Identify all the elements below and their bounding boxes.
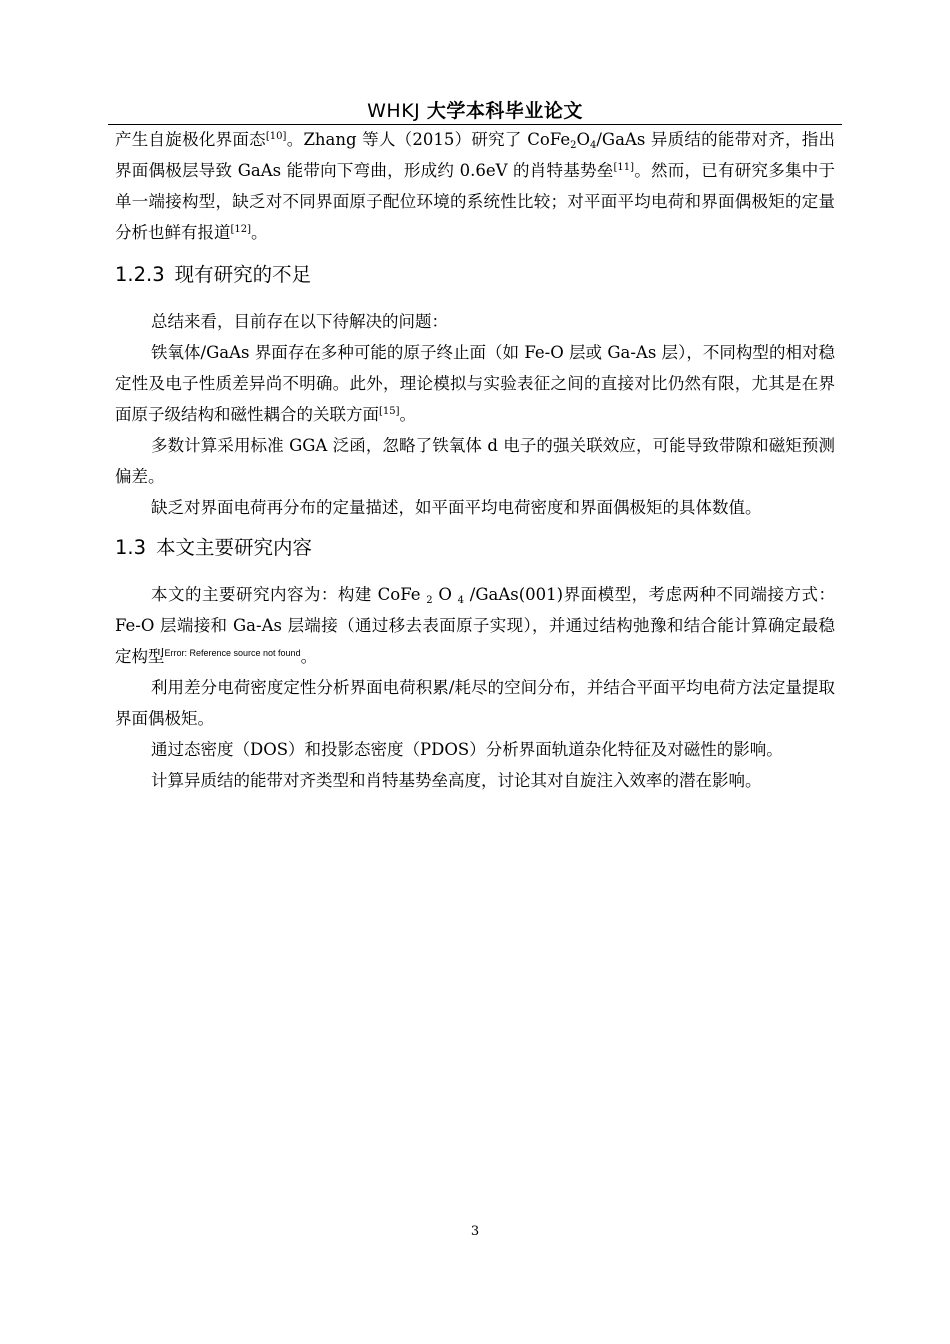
header-title: 大学本科毕业论文 xyxy=(426,100,583,122)
intro-text-2: 。Zhang 等人（2015）研究了 CoFe xyxy=(286,130,571,149)
intro-text-5: 。然而，已有研究多集中于单一端接构型，缺乏对不同界面原子配位环境的系统性比较；对平面平均电荷和界面偶极矩的定量分析也鲜有报道 xyxy=(115,161,836,242)
section-number: 1.2.3 xyxy=(115,263,165,286)
subscript-2: 2 xyxy=(426,595,433,606)
intro-text-3: O xyxy=(576,130,590,149)
paragraph-text: /GaAs(001)界面模型，考虑两种不同端接方式：Fe-O 层端接和 Ga-As 层端接（通过移去表面原子实现），并通过结构弛豫和结合能计算确定最稳定构型 xyxy=(115,585,835,666)
broken-reference: Error: Reference source not found xyxy=(164,648,301,658)
paragraph: 通过态密度（DOS）和投影态密度（PDOS）分析界面轨道杂化特征及对磁性的影响。 xyxy=(151,740,783,759)
section-title: 现有研究的不足 xyxy=(174,263,312,286)
citation-15: [15] xyxy=(379,406,400,417)
intro-text-6: 。 xyxy=(251,223,268,242)
section-heading-1-3 xyxy=(115,533,835,563)
page-number: 3 xyxy=(470,1224,480,1239)
header-prefix: WHKJ xyxy=(367,100,427,122)
paragraph: 多数计算采用标准 GGA 泛函，忽略了铁氧体 d 电子的强关联效应，可能导致带隙和磁矩预测偏差。 xyxy=(115,436,835,486)
subscript-2: 2 xyxy=(570,140,577,151)
page-body xyxy=(115,124,835,796)
citation-11: [11] xyxy=(613,162,635,173)
paragraph-text: 。 xyxy=(399,405,417,424)
intro-paragraph xyxy=(115,124,835,248)
paragraph: 缺乏对界面电荷再分布的定量描述，如平面平均电荷密度和界面偶极矩的具体数值。 xyxy=(151,498,762,517)
paragraph-text: O xyxy=(432,585,458,604)
subscript-4: 4 xyxy=(457,595,465,606)
paragraph xyxy=(115,579,835,672)
subscript-4: 4 xyxy=(589,140,597,151)
intro-text-1: 产生自旋极化界面态 xyxy=(115,130,266,149)
section-heading-1-2-3 xyxy=(115,260,835,290)
paragraph: 利用差分电荷密度定性分析界面电荷积累/耗尽的空间分布，并结合平面平均电荷方法定量提取界面偶极矩。 xyxy=(115,678,835,728)
section-number: 1.3 xyxy=(115,536,147,559)
page-header xyxy=(108,96,842,123)
section-title: 本文主要研究内容 xyxy=(156,536,313,559)
paragraph-text: 本文的主要研究内容为：构建 CoFe xyxy=(151,585,427,604)
paragraph: 计算异质结的能带对齐类型和肖特基势垒高度，讨论其对自旋注入效率的潜在影响。 xyxy=(151,771,762,790)
citation-12: [12] xyxy=(230,224,252,235)
paragraph xyxy=(115,337,835,430)
paragraph: 总结来看，目前存在以下待解决的问题： xyxy=(151,312,448,331)
intro-text-4: /GaAs 异质结的能带对齐，指出界面偶极层导致 GaAs 能带向下弯曲，形成约 0.6eV 的肖特基势垒 xyxy=(115,130,835,180)
paragraph-text: 铁氧体/GaAs 界面存在多种可能的原子终止面（如 Fe-O 层或 Ga-As 层），不同构型的相对稳定性及电子性质差异尚不明确。此外，理论模拟与实验表征之间的直接对比仍然有限，尤其是在界面原子级结构和磁性耦合的关联方面 xyxy=(115,343,835,424)
paragraph-text: 。 xyxy=(300,647,318,666)
citation-10: [10] xyxy=(265,131,287,142)
